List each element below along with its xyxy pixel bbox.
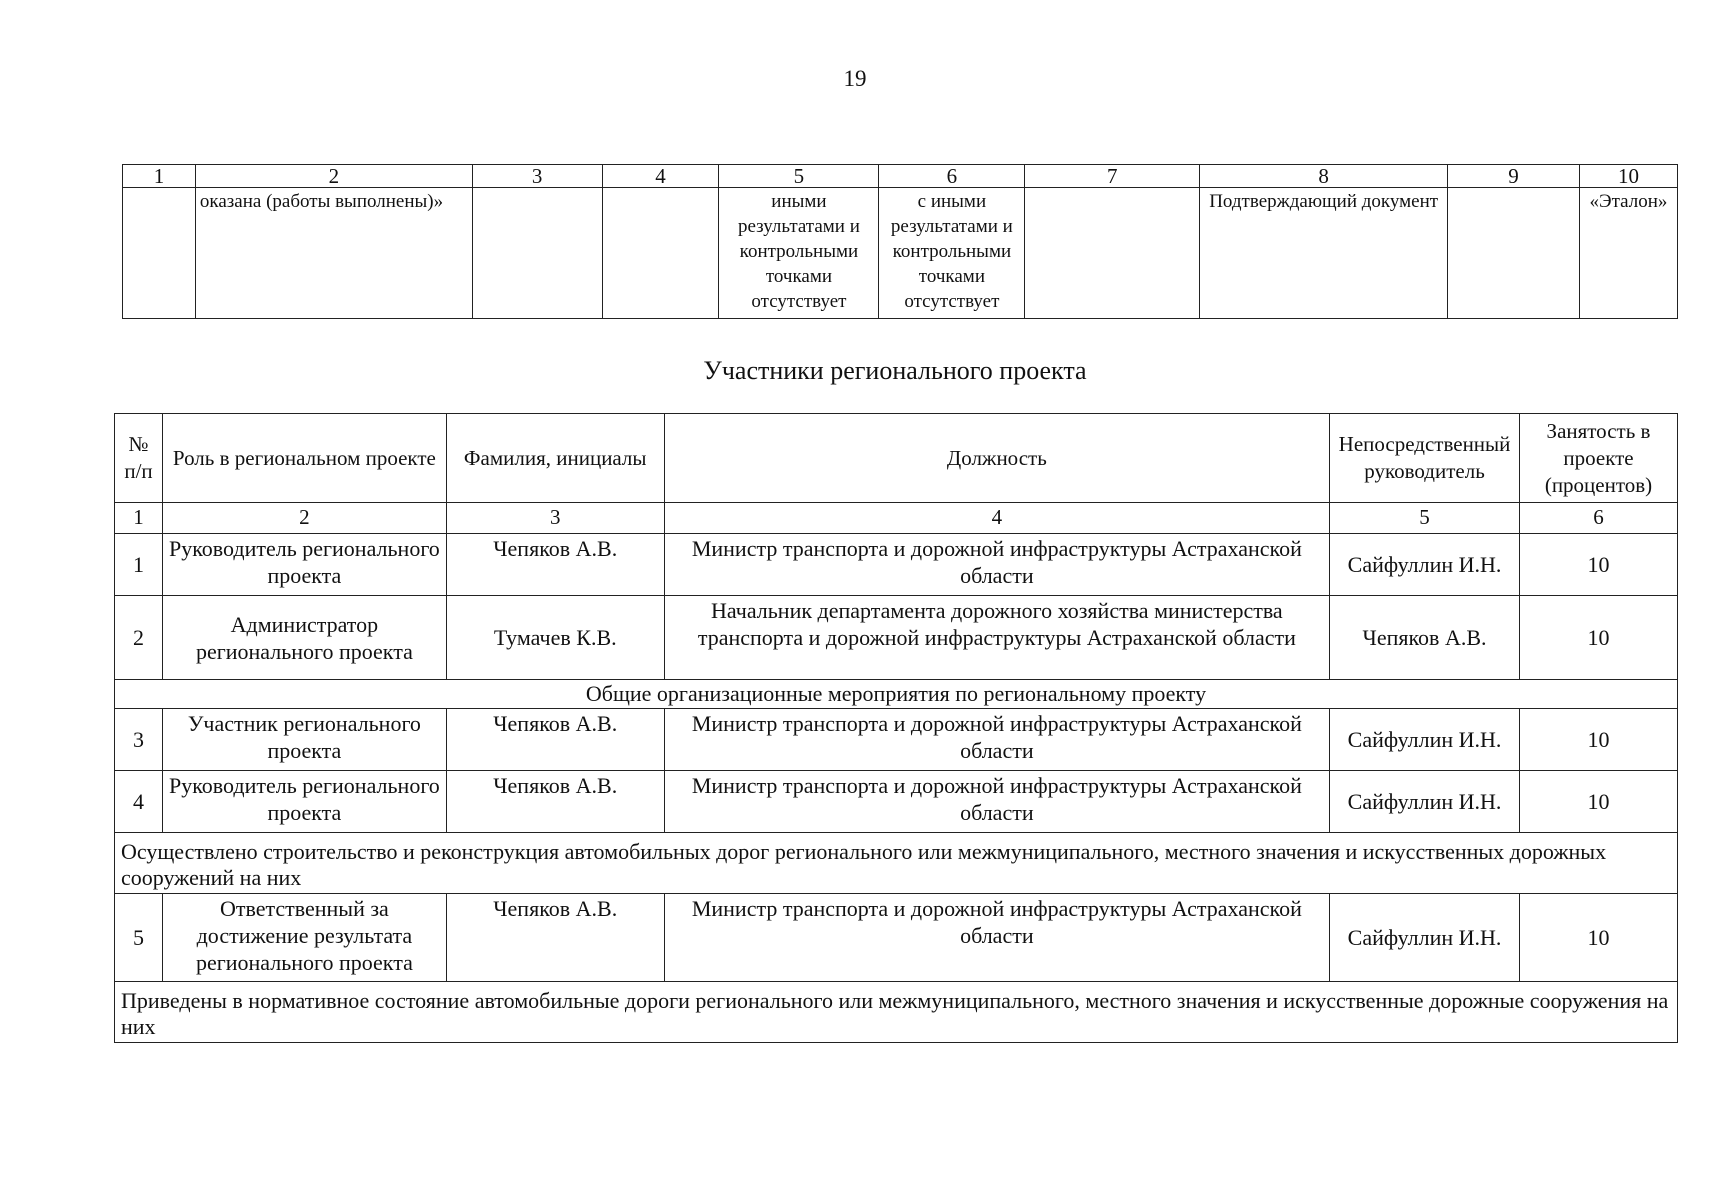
table-cell: оказана (работы выполнены)» bbox=[195, 188, 472, 319]
section-title: Участники регионального проекта bbox=[703, 356, 1087, 385]
position-cell: Министр транспорта и дорожной инфраструктуры Астраханской области bbox=[664, 771, 1329, 833]
position-cell: Министр транспорта и дорожной инфраструктуры Астраханской области bbox=[664, 534, 1329, 596]
supervisor-cell: Сайфуллин И.Н. bbox=[1330, 771, 1520, 833]
name-cell: Чепяков А.В. bbox=[446, 709, 664, 771]
row-number: 2 bbox=[115, 596, 163, 680]
table-cell: с иными результатами и контрольными точками отсутствует bbox=[879, 188, 1025, 319]
employment-cell: 10 bbox=[1520, 596, 1678, 680]
table-cell: Подтверждающий документ bbox=[1200, 188, 1448, 319]
header-cell-position: Должность bbox=[664, 414, 1329, 503]
supervisor-cell: Сайфуллин И.Н. bbox=[1330, 894, 1520, 982]
col-num: 5 bbox=[1330, 503, 1520, 534]
header-cell-name: Фамилия, инициалы bbox=[446, 414, 664, 503]
name-cell: Чепяков А.В. bbox=[446, 534, 664, 596]
table-cell bbox=[1448, 188, 1580, 319]
position-cell: Министр транспорта и дорожной инфраструктуры Астраханской области bbox=[664, 709, 1329, 771]
name-cell: Чепяков А.В. bbox=[446, 894, 664, 982]
role-cell: Администратор регионального проекта bbox=[162, 596, 446, 680]
section-row bbox=[115, 680, 1678, 709]
section-heading: Общие организационные мероприятия по региональному проекту bbox=[115, 680, 1678, 709]
row-number: 4 bbox=[115, 771, 163, 833]
supervisor-cell: Сайфуллин И.Н. bbox=[1330, 534, 1520, 596]
section-heading: Приведены в нормативное состояние автомобильные дороги регионального или межмуниципального, местного значения и искусственные дорожные сооружения на них bbox=[115, 982, 1678, 1043]
col-num: 4 bbox=[602, 165, 719, 188]
col-num: 6 bbox=[1520, 503, 1678, 534]
header-cell-role: Роль в региональном проекте bbox=[162, 414, 446, 503]
row-number: 5 bbox=[115, 894, 163, 982]
column-number-row bbox=[115, 503, 1678, 534]
header-cell-supervisor: Непосредственный руководитель bbox=[1330, 414, 1520, 503]
col-num: 2 bbox=[162, 503, 446, 534]
section-row bbox=[115, 982, 1678, 1043]
supervisor-cell: Чепяков А.В. bbox=[1330, 596, 1520, 680]
role-cell: Руководитель регионального проекта bbox=[162, 771, 446, 833]
col-num: 3 bbox=[472, 165, 602, 188]
col-num: 4 bbox=[664, 503, 1329, 534]
col-num: 5 bbox=[719, 165, 879, 188]
row-number: 1 bbox=[115, 534, 163, 596]
page-number: 19 bbox=[843, 66, 867, 91]
participants-table bbox=[114, 413, 1678, 1043]
role-cell: Руководитель регионального проекта bbox=[162, 534, 446, 596]
table-row bbox=[123, 188, 1678, 319]
table-row bbox=[115, 894, 1678, 982]
section-row bbox=[115, 833, 1678, 894]
col-num: 6 bbox=[879, 165, 1025, 188]
row-number: 3 bbox=[115, 709, 163, 771]
header-cell-employment: Занятость в проекте (процентов) bbox=[1520, 414, 1678, 503]
col-num: 9 bbox=[1448, 165, 1580, 188]
table-row bbox=[115, 709, 1678, 771]
role-cell: Ответственный за достижение результата регионального проекта bbox=[162, 894, 446, 982]
position-cell: Министр транспорта и дорожной инфраструктуры Астраханской области bbox=[664, 894, 1329, 982]
column-number-row bbox=[123, 165, 1678, 188]
table-header-row bbox=[115, 414, 1678, 503]
position-cell: Начальник департамента дорожного хозяйства министерства транспорта и дорожной инфраструктуры Астраханской области bbox=[664, 596, 1329, 680]
role-cell: Участник регионального проекта bbox=[162, 709, 446, 771]
col-num: 8 bbox=[1200, 165, 1448, 188]
employment-cell: 10 bbox=[1520, 771, 1678, 833]
name-cell: Тумачев К.В. bbox=[446, 596, 664, 680]
table-row bbox=[115, 771, 1678, 833]
table-cell bbox=[472, 188, 602, 319]
table-cell bbox=[602, 188, 719, 319]
col-num: 2 bbox=[195, 165, 472, 188]
col-num: 3 bbox=[446, 503, 664, 534]
employment-cell: 10 bbox=[1520, 709, 1678, 771]
col-num: 1 bbox=[115, 503, 163, 534]
col-num: 7 bbox=[1025, 165, 1200, 188]
employment-cell: 10 bbox=[1520, 534, 1678, 596]
col-num: 1 bbox=[123, 165, 196, 188]
supervisor-cell: Сайфуллин И.Н. bbox=[1330, 709, 1520, 771]
table-cell bbox=[1025, 188, 1200, 319]
section-heading: Осуществлено строительство и реконструкция автомобильных дорог регионального или межмуниципального, местного значения и искусственных дорожных сооружений на них bbox=[115, 833, 1678, 894]
table-cell: иными результатами и контрольными точками отсутствует bbox=[719, 188, 879, 319]
continuation-table bbox=[122, 164, 1678, 319]
name-cell: Чепяков А.В. bbox=[446, 771, 664, 833]
table-cell bbox=[123, 188, 196, 319]
table-cell: «Эталон» bbox=[1579, 188, 1677, 319]
col-num: 10 bbox=[1579, 165, 1677, 188]
table-row bbox=[115, 534, 1678, 596]
table-row bbox=[115, 596, 1678, 680]
employment-cell: 10 bbox=[1520, 894, 1678, 982]
header-cell-number: № п/п bbox=[115, 414, 163, 503]
